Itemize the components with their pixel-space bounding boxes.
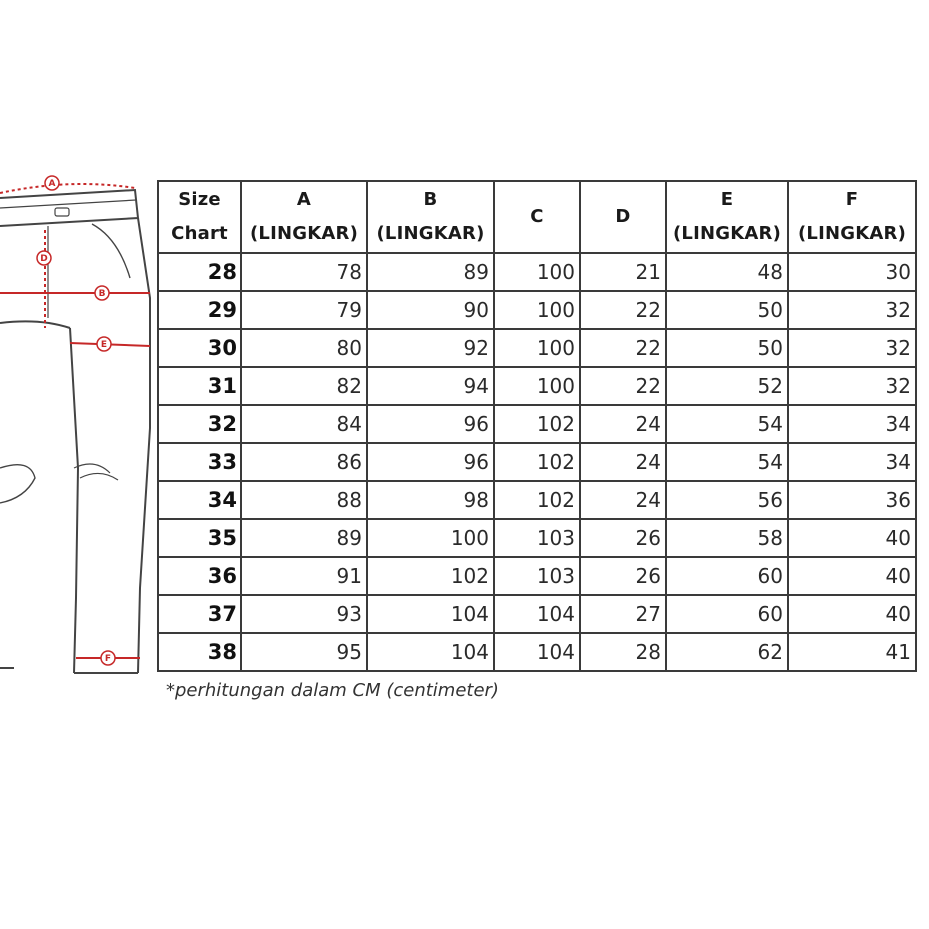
cell-size: 32 (158, 405, 241, 443)
cell-e: 54 (666, 443, 788, 481)
table-row (158, 557, 916, 595)
header-b (367, 181, 494, 253)
cell-e: 54 (666, 405, 788, 443)
cell-e: 60 (666, 595, 788, 633)
size-table (157, 180, 917, 672)
cell-c: 100 (494, 329, 580, 367)
size-chart (157, 180, 917, 672)
cell-c: 102 (494, 443, 580, 481)
cell-c: 103 (494, 557, 580, 595)
header-b-line1: B (423, 189, 438, 210)
header-f-line2: (LINGKAR) (798, 223, 906, 244)
cell-size: 30 (158, 329, 241, 367)
cell-b: 104 (367, 595, 494, 633)
cell-size: 28 (158, 253, 241, 291)
cell-b: 90 (367, 291, 494, 329)
marker-e-label: E (100, 340, 108, 350)
cell-e: 62 (666, 633, 788, 671)
cell-f: 40 (788, 519, 916, 557)
cell-c: 100 (494, 253, 580, 291)
cell-e: 56 (666, 481, 788, 519)
table-body (158, 253, 916, 671)
marker-a-label: A (48, 179, 56, 189)
table-row (158, 253, 916, 291)
cell-a: 79 (241, 291, 367, 329)
header-size-line1: Size (178, 189, 221, 210)
cell-e: 50 (666, 291, 788, 329)
cell-f: 34 (788, 405, 916, 443)
cell-b: 89 (367, 253, 494, 291)
cell-a: 78 (241, 253, 367, 291)
cell-size: 35 (158, 519, 241, 557)
cell-a: 82 (241, 367, 367, 405)
table-row (158, 633, 916, 671)
cell-size: 29 (158, 291, 241, 329)
cell-size: 38 (158, 633, 241, 671)
cell-d: 24 (580, 481, 666, 519)
cell-b: 96 (367, 405, 494, 443)
header-d (580, 181, 666, 253)
cell-c: 104 (494, 595, 580, 633)
cell-c: 104 (494, 633, 580, 671)
cell-size: 37 (158, 595, 241, 633)
cell-f: 30 (788, 253, 916, 291)
header-f (788, 181, 916, 253)
cell-b: 104 (367, 633, 494, 671)
cell-a: 88 (241, 481, 367, 519)
cell-d: 22 (580, 329, 666, 367)
header-a-line1: A (296, 189, 312, 210)
cell-c: 102 (494, 481, 580, 519)
table-row (158, 329, 916, 367)
cell-b: 96 (367, 443, 494, 481)
header-e-line2: (LINGKAR) (673, 223, 781, 244)
pants-illustration (0, 168, 160, 688)
table-row (158, 595, 916, 633)
cell-d: 22 (580, 367, 666, 405)
cell-b: 92 (367, 329, 494, 367)
header-c-line1: C (530, 206, 544, 227)
cell-f: 32 (788, 291, 916, 329)
cell-f: 32 (788, 367, 916, 405)
cell-b: 98 (367, 481, 494, 519)
header-e-line1: E (720, 189, 734, 210)
cell-size: 33 (158, 443, 241, 481)
marker-b-label: B (98, 289, 106, 299)
marker-f-label: F (104, 654, 112, 664)
cell-d: 22 (580, 291, 666, 329)
pants-drawing (0, 168, 160, 688)
cell-a: 86 (241, 443, 367, 481)
cell-a: 93 (241, 595, 367, 633)
cell-d: 26 (580, 557, 666, 595)
cell-d: 27 (580, 595, 666, 633)
header-size (158, 181, 241, 253)
cell-e: 58 (666, 519, 788, 557)
header-a-line2: (LINGKAR) (250, 223, 358, 244)
cell-d: 28 (580, 633, 666, 671)
marker-d-label: D (40, 254, 48, 264)
header-f-line1: F (845, 189, 859, 210)
cell-size: 36 (158, 557, 241, 595)
cell-e: 60 (666, 557, 788, 595)
cell-d: 24 (580, 405, 666, 443)
cell-a: 91 (241, 557, 367, 595)
cell-d: 26 (580, 519, 666, 557)
cell-f: 40 (788, 595, 916, 633)
cell-c: 103 (494, 519, 580, 557)
header-size-line2: Chart (171, 223, 228, 244)
cell-b: 102 (367, 557, 494, 595)
header-c (494, 181, 580, 253)
cell-e: 52 (666, 367, 788, 405)
cell-a: 95 (241, 633, 367, 671)
table-header-row (158, 181, 916, 253)
header-d-line1: D (615, 206, 631, 227)
cell-f: 36 (788, 481, 916, 519)
header-e (666, 181, 788, 253)
table-row (158, 519, 916, 557)
cell-a: 84 (241, 405, 367, 443)
table-row (158, 443, 916, 481)
cell-d: 24 (580, 443, 666, 481)
cell-f: 32 (788, 329, 916, 367)
footnote: *perhitungan dalam CM (centimeter) (166, 680, 499, 701)
cell-f: 40 (788, 557, 916, 595)
cell-e: 48 (666, 253, 788, 291)
cell-b: 100 (367, 519, 494, 557)
header-a (241, 181, 367, 253)
header-b-line2: (LINGKAR) (376, 223, 485, 244)
cell-e: 50 (666, 329, 788, 367)
table-row (158, 367, 916, 405)
table-row (158, 481, 916, 519)
cell-f: 41 (788, 633, 916, 671)
cell-c: 102 (494, 405, 580, 443)
cell-d: 21 (580, 253, 666, 291)
table-row (158, 405, 916, 443)
cell-a: 80 (241, 329, 367, 367)
cell-size: 34 (158, 481, 241, 519)
cell-size: 31 (158, 367, 241, 405)
cell-f: 34 (788, 443, 916, 481)
cell-c: 100 (494, 367, 580, 405)
cell-c: 100 (494, 291, 580, 329)
table-row (158, 291, 916, 329)
cell-b: 94 (367, 367, 494, 405)
cell-a: 89 (241, 519, 367, 557)
